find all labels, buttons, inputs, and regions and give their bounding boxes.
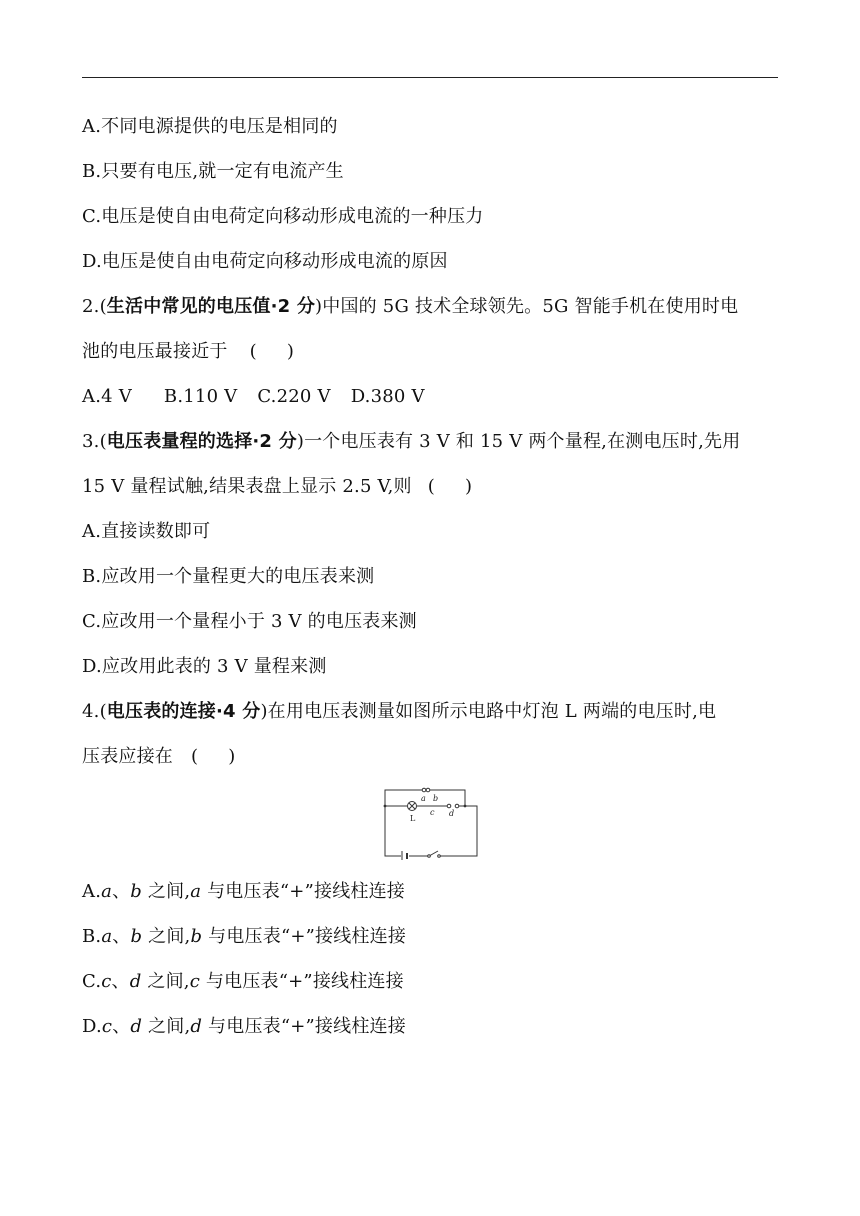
q1-option-a[interactable]: [82, 115, 338, 139]
question-number: 3.(: [82, 431, 107, 452]
q3-stem-line2: [82, 475, 472, 499]
switch-icon: [428, 851, 441, 857]
option-text: 电压是使自由电荷定向移动形成电流的一种压力: [101, 206, 484, 227]
q4-option-c[interactable]: C.c、d 之间,c 与电压表“+”接线柱连接: [82, 971, 404, 992]
q3-option-c[interactable]: C.应改用一个量程小于 3 V 的电压表来测: [82, 611, 417, 632]
terminal-b: [426, 788, 430, 792]
question-tag: 生活中常见的电压值·2 分: [106, 296, 316, 317]
label-b: b: [433, 794, 439, 803]
q3-option-b[interactable]: B.应改用一个量程更大的电压表来测: [82, 566, 375, 587]
question-number: 2.(: [82, 296, 107, 317]
option-text: 电压是使自由电荷定向移动形成电流的原因: [101, 251, 448, 272]
stem-text: 在用电压表测量如图所示电路中灯泡 L 两端的电压时,电: [267, 701, 717, 722]
q1-option-c[interactable]: [82, 205, 483, 229]
label-d: d: [449, 809, 455, 818]
tag-close: ): [315, 296, 323, 317]
q3-option-a[interactable]: A.直接读数即可: [82, 521, 211, 542]
tag-close: ): [296, 431, 305, 452]
stem-text: 15 V 量程试触,结果表盘上显示 2.5 V,则: [82, 476, 412, 497]
question-tag: 电压表量程的选择·2 分: [106, 431, 297, 452]
q1-option-d[interactable]: [82, 250, 448, 274]
option-text: 只要有电压,就一定有电流产生: [101, 161, 344, 182]
tag-close: ): [260, 701, 268, 722]
question-tag: 电压表的连接·4 分: [106, 701, 261, 722]
header-rule: [82, 77, 778, 78]
option-letter: B.: [82, 161, 102, 182]
q4-option-a[interactable]: A.a、b 之间,a 与电压表“+”接线柱连接: [82, 881, 405, 902]
terminal-c: [447, 804, 451, 808]
stem-text: 一个电压表有 3 V 和 15 V 两个量程,在测电压时,先用: [304, 431, 741, 452]
q3-stem-line1: [82, 430, 740, 454]
stem-text: 压表应接在: [82, 746, 173, 767]
label-c: c: [430, 808, 435, 817]
q4-stem-line1: [82, 700, 716, 724]
terminal-d: [455, 804, 459, 808]
answer-blank[interactable]: ( ): [427, 476, 473, 497]
circuit-diagram: [383, 780, 479, 860]
q2-option-c[interactable]: C.220 V: [257, 386, 331, 407]
terminal-a: [422, 788, 426, 792]
question-number: 4.(: [82, 701, 107, 722]
q2-option-a[interactable]: A.4 V: [82, 386, 132, 407]
q4-stem-line2: [82, 745, 235, 769]
option-text: 不同电源提供的电压是相同的: [101, 116, 338, 137]
stem-text: 池的电压最接近于: [82, 341, 228, 362]
wire-left: [385, 806, 401, 856]
q4-option-b[interactable]: B.a、b 之间,b 与电压表“+”接线柱连接: [82, 926, 407, 947]
wire-branch-left: [385, 790, 422, 806]
q3-option-d[interactable]: D.应改用此表的 3 V 量程来测: [82, 656, 327, 677]
q4-option-d[interactable]: D.c、d 之间,d 与电压表“+”接线柱连接: [82, 1016, 406, 1037]
q1-option-b[interactable]: [82, 160, 344, 184]
lamp-icon: [408, 802, 417, 811]
option-letter: D.: [82, 251, 102, 272]
label-lamp: L: [410, 814, 416, 823]
answer-blank[interactable]: ( ): [191, 746, 236, 767]
wire-right: [439, 806, 477, 856]
label-a: a: [421, 794, 426, 803]
q2-stem-line2: [82, 340, 294, 364]
option-letter: C.: [82, 206, 102, 227]
option-letter: A.: [82, 116, 102, 137]
q2-option-d[interactable]: D.380 V: [350, 386, 425, 407]
q2-options: [82, 385, 425, 409]
stem-text: 中国的 5G 技术全球领先。5G 智能手机在使用时电: [322, 296, 739, 317]
q2-option-b[interactable]: B.110 V: [163, 386, 238, 407]
battery-icon: [402, 851, 407, 860]
answer-blank[interactable]: ( ): [249, 341, 295, 362]
q2-stem-line1: [82, 295, 738, 319]
